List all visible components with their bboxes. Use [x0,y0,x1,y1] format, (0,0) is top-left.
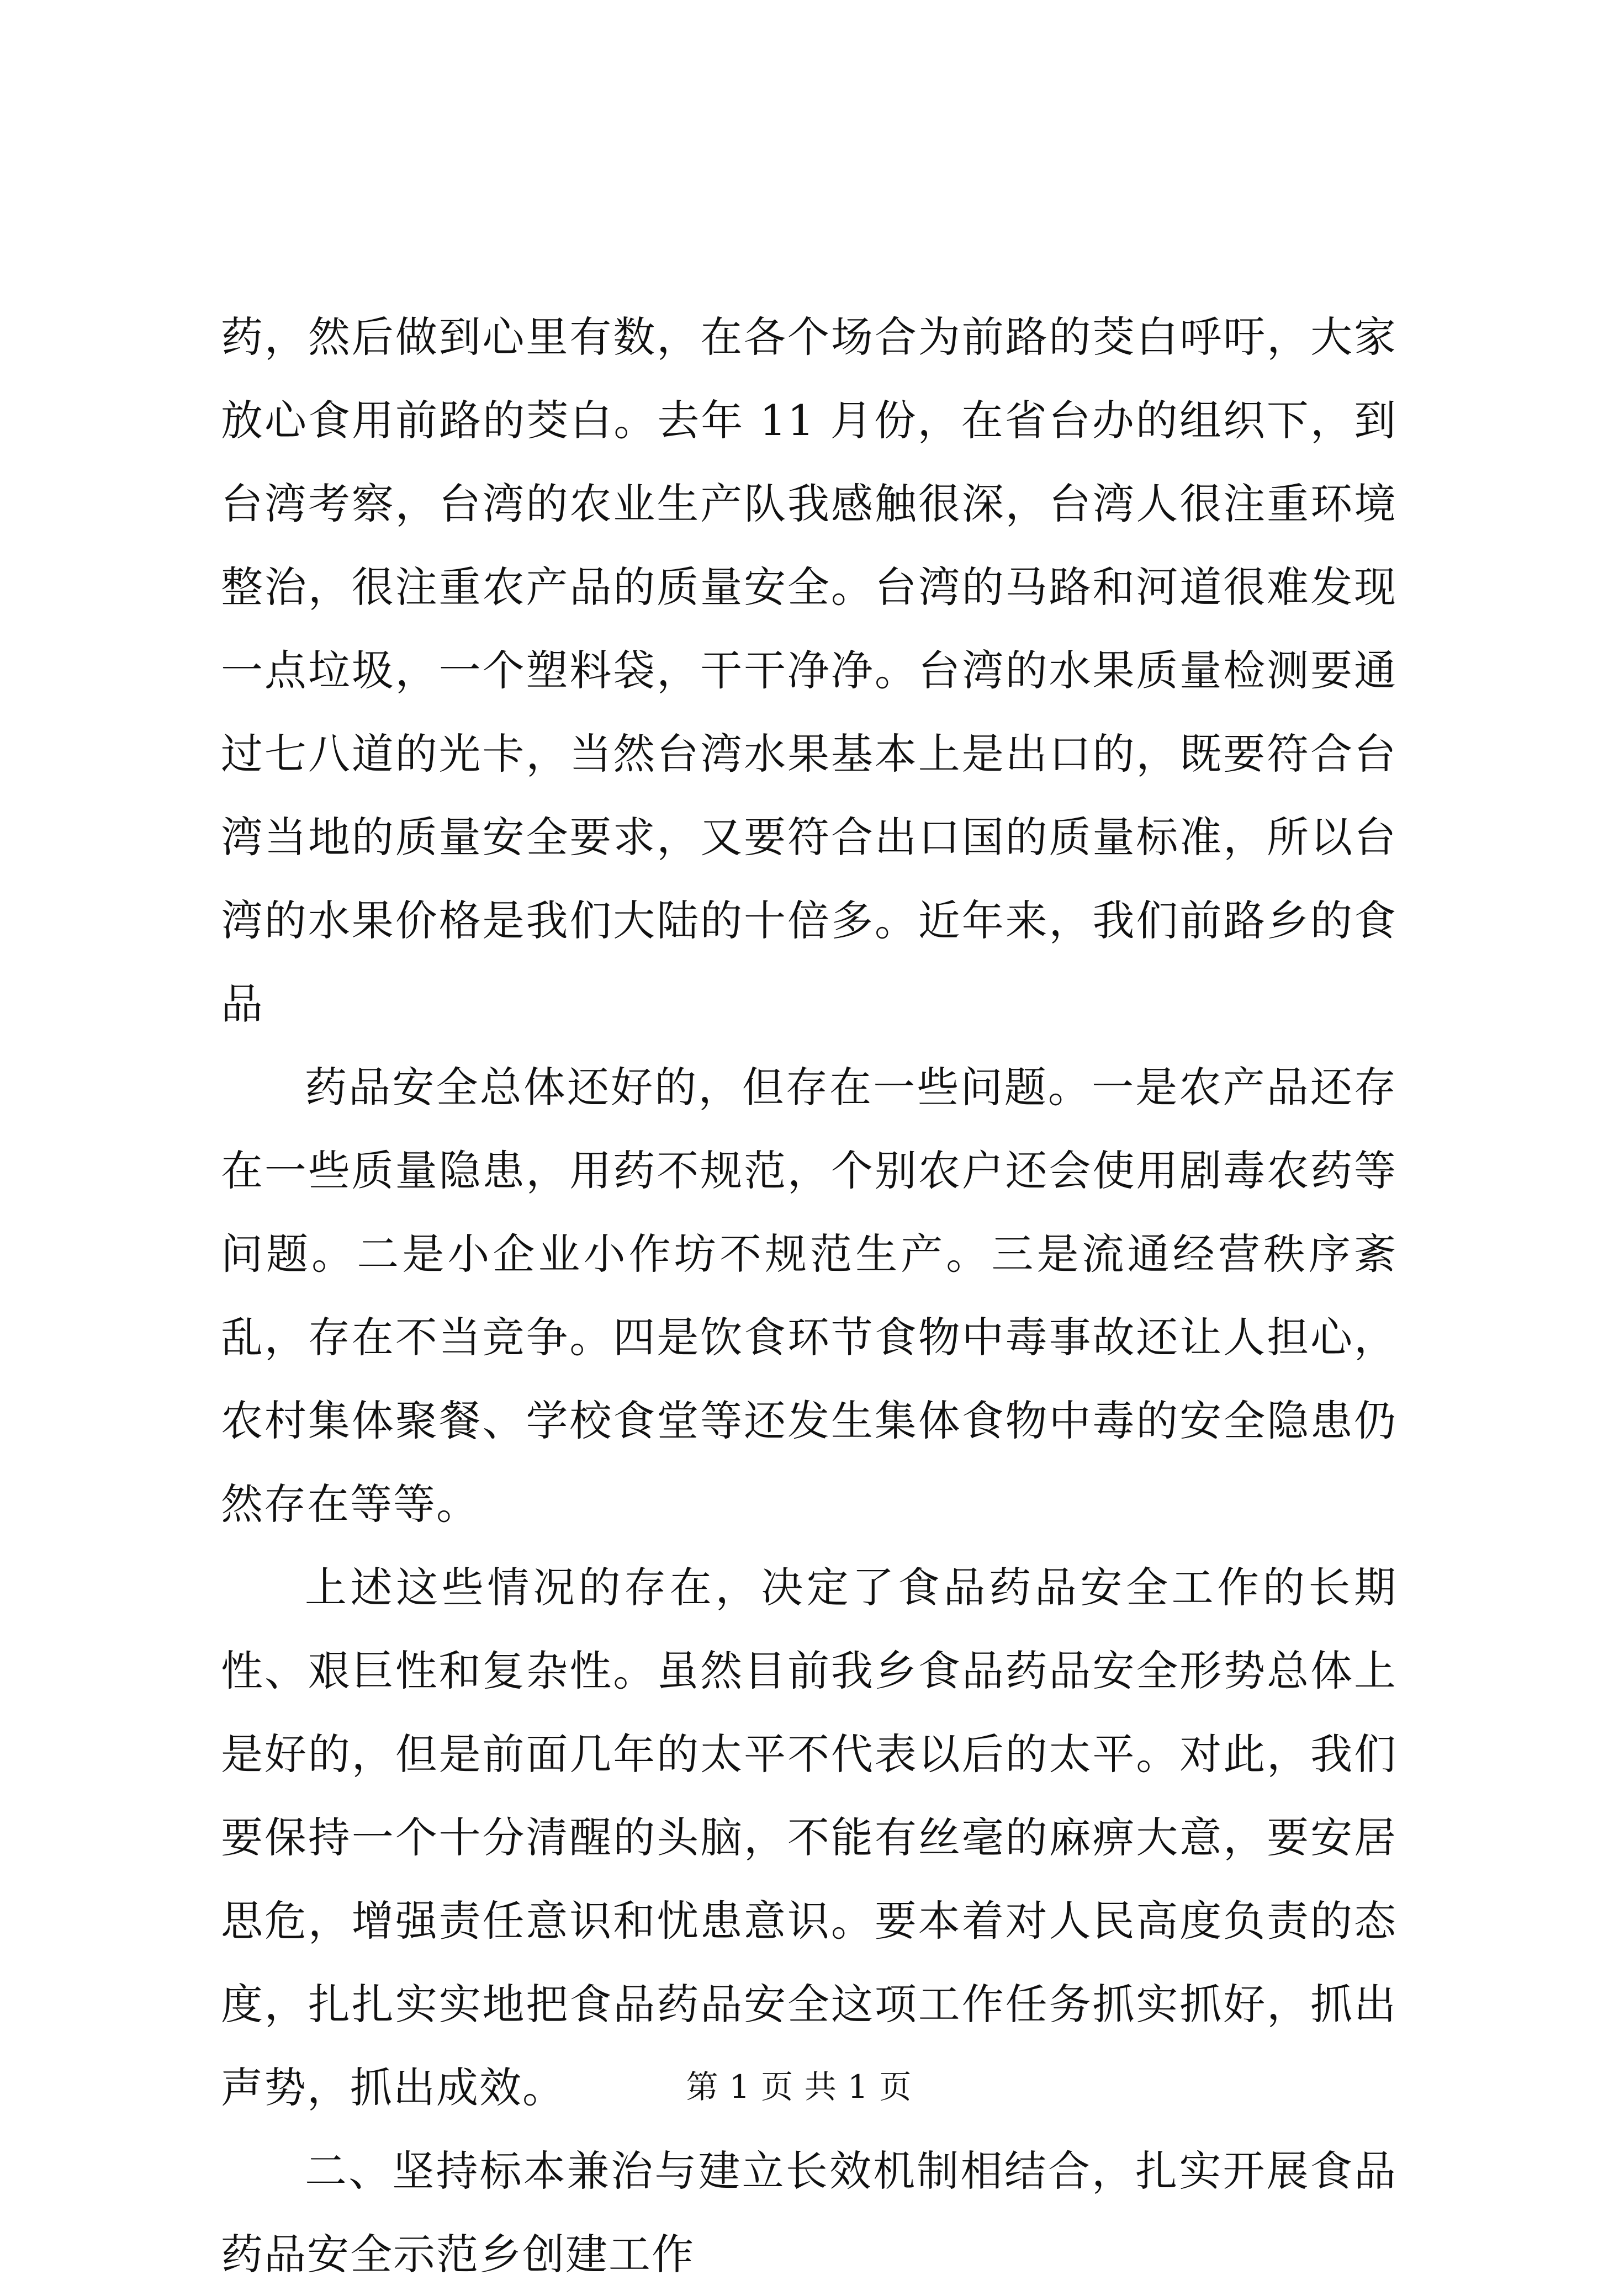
paragraph-3: 上述这些情况的存在，决定了食品药品安全工作的长期性、艰巨性和复杂性。虽然目前我乡食品药品安全形势总体上是好的，但是前面几年的太平不代表以后的太平。对此，我们要保持一个十分清醒的头脑，不能有丝毫的麻痹大意，要安居思危，增强责任意识和忧患意识。要本着对人民高度负责的态度，扎扎实实地把食品药品安全这项工作任务抓实抓好，抓出声势，抓出成效。 [221,1563,1397,2112]
page-footer [0,2065,1598,2109]
document-body [221,295,1397,2296]
paragraph-2: 药品安全总体还好的，但存在一些问题。一是农产品还存在一些质量隐患，用药不规范，个别农户还会使用剧毒农药等问题。二是小企业小作坊不规范生产。三是流通经营秩序紊乱，存在不当竞争。四是饮食环节食物中毒事故还让人担心，农村集体聚餐、学校食堂等还发生集体食物中毒的安全隐患仍然存在等等。 [221,1063,1397,1529]
paragraph-1: 药，然后做到心里有数，在各个场合为前路的茭白呼吁，大家放心食用前路的茭白。去年 11 月份，在省台办的组织下，到台湾考察，台湾的农业生产队我感触很深，台湾人很注重环境整治，很注重农产品的质量安全。台湾的马路和河道很难发现一点垃圾，一个塑料袋，干干净净。台湾的水果质量检测要通过七八道的光卡，当然台湾水果基本上是出口的，既要符合台湾当地的质量安全要求，又要符合出口国的质量标准，所以台湾的水果价格是我们大陆的十倍多。近年来，我们前路乡的食品 [221,312,1397,1028]
section-heading-2: 二、坚持标本兼治与建立长效机制相结合，扎实开展食品药品安全示范乡创建工作 [221,2146,1397,2279]
page-number: 第 1 页 共 1 页 [686,2068,912,2106]
